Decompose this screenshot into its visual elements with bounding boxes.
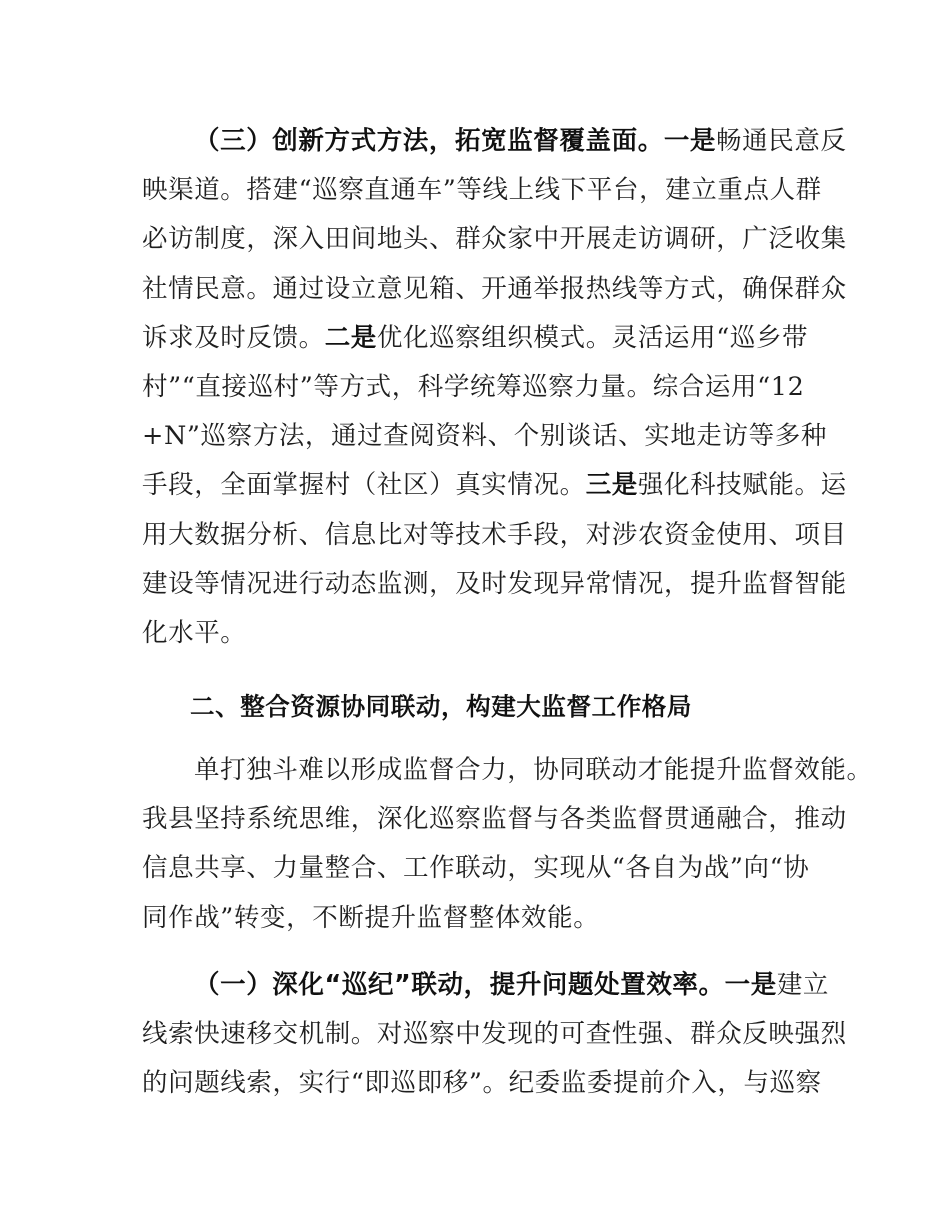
paragraph-line: （一）深化“巡纪”联动，提升问题处置效率。一是建立 [194,970,830,1000]
section-one-paragraph [142,961,847,1109]
lead-marker-three: 三是 [585,470,638,501]
paragraph-line: 社情民意。通过设立意见箱、开通举报热线等方式，确保群众 [142,273,847,304]
paragraph-line: 单打独斗难以形成监督合力，协同联动才能提升监督效能。 [194,755,873,785]
paragraph-line: 村”“直接巡村”等方式，科学统筹巡察力量。综合运用“12 [142,371,805,402]
paragraph-line: 手段，全面掌握村（社区）真实情况。三是强化科技赋能。运 [142,470,847,501]
paragraph-line: 我县坚持系统思维，深化巡察监督与各类监督贯通融合，推动 [142,804,847,835]
paragraph-line: 用大数据分析、信息比对等技术手段，对涉农资金使用、项目 [142,519,847,550]
lead-marker-one: 一是 [724,970,777,1000]
paragraph-line: 的问题线索，实行“即巡即移”。纪委监委提前介入，与巡察 [142,1068,822,1099]
section-three-title: （三）创新方式方法，拓宽监督覆盖面。 [194,126,664,156]
section-heading: 二、整合资源协同联动，构建大监督工作格局 [190,692,692,721]
paragraph-line: （三）创新方式方法，拓宽监督覆盖面。一是畅通民意反 [194,126,847,156]
section-one-title: （一）深化“巡纪”联动，提升问题处置效率。 [194,970,725,1000]
lead-marker-two: 二是 [324,322,377,353]
intro-paragraph [142,746,873,943]
paragraph-line: 同作战”转变，不断提升监督整体效能。 [142,902,600,933]
lead-marker-one: 一是 [663,126,717,156]
paragraph-line: 诉求及时反馈。二是优化巡察组织模式。灵活运用“巡乡带 [142,322,809,353]
paragraph-line: 映渠道。搭建“巡察直通车”等线上线下平台，建立重点人群 [142,175,822,206]
section-three-paragraph [142,117,847,658]
paragraph-line: 建设等情况进行动态监测，及时发现异常情况，提升监督智能 [142,568,847,599]
paragraph-line: 信息共享、力量整合、工作联动，实现从“各自为战”向“协 [142,853,810,884]
paragraph-line: 线索快速移交机制。对巡察中发现的可查性强、群众反映强烈 [142,1019,847,1050]
paragraph-line: 必访制度，深入田间地头、群众家中开展走访调研，广泛收集 [142,224,847,255]
paragraph-line: +N”巡察方法，通过查阅资料、个别谈话、实地走访等多种 [142,421,827,452]
paragraph-line: 化水平。 [142,617,247,648]
